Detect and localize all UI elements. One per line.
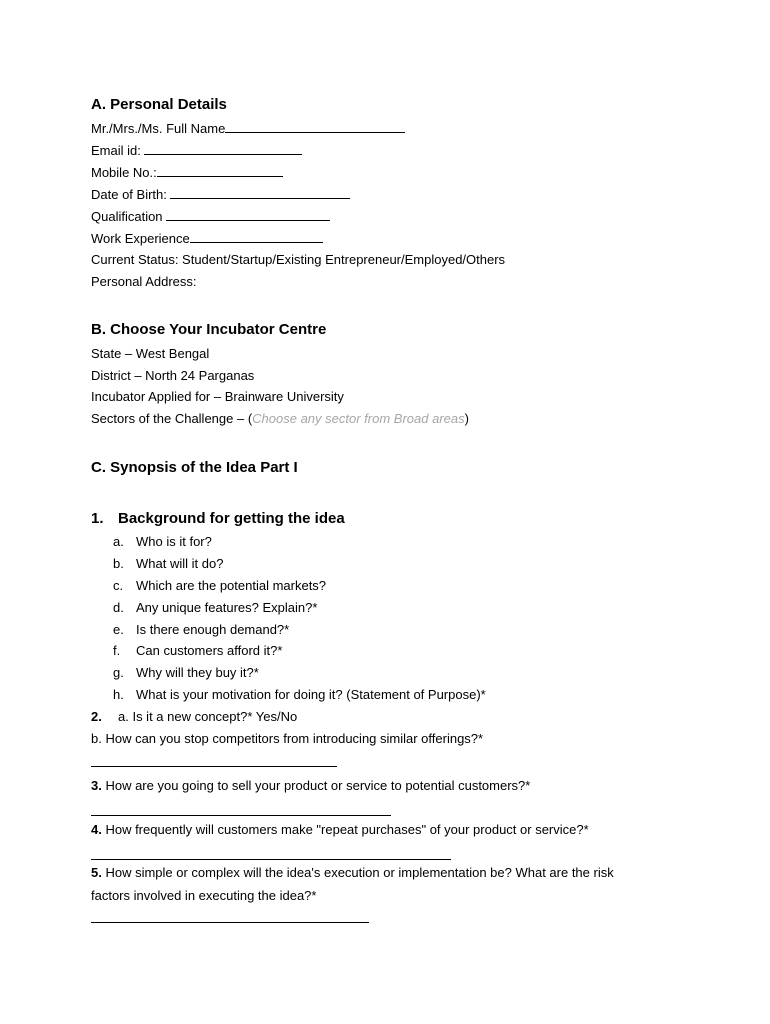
q1-item-text: Why will they buy it?* (136, 665, 259, 680)
personal-address-line: Personal Address: (91, 274, 197, 289)
q2a-text: a. Is it a new concept?* Yes/No (118, 709, 298, 724)
district-line: District – North 24 Parganas (91, 368, 255, 383)
q1-item (113, 534, 212, 550)
q4-line (91, 822, 589, 838)
dob-label: Date of Birth: (91, 187, 171, 202)
q1-item-text: What will it do? (136, 556, 224, 571)
q1-item-letter: g. (113, 665, 124, 680)
q5-line (91, 865, 614, 881)
q1-item (113, 556, 223, 572)
sectors-line (91, 411, 469, 427)
q5-text: How simple or complex will the idea's execution or implementation be? What are the risk (101, 865, 614, 880)
q2a-line (91, 709, 297, 725)
q1-heading (91, 510, 345, 528)
work-experience-row (91, 230, 323, 247)
mobile-label: Mobile No.: (91, 165, 157, 180)
work-experience-blank[interactable] (190, 230, 323, 243)
mobile-row (91, 164, 283, 181)
sectors-suffix: ) (464, 411, 469, 426)
q1-item-letter: d. (113, 600, 124, 615)
email-row (91, 142, 302, 159)
full-name-row (91, 120, 405, 137)
current-status-line: Current Status: Student/Startup/Existing Entrepreneur/Employed/Others (91, 252, 506, 267)
q5-answer-line[interactable] (91, 922, 369, 923)
dob-blank[interactable] (170, 186, 350, 199)
q1-item-letter: h. (113, 687, 124, 702)
section-b-heading: B. Choose Your Incubator Centre (91, 321, 327, 338)
q4-answer-line[interactable] (91, 859, 451, 860)
email-blank[interactable] (144, 142, 302, 155)
q4-number: 4. (91, 822, 102, 837)
q1-item-letter: f. (113, 643, 121, 658)
q2-number: 2. (91, 709, 102, 724)
q1-item-text: Any unique features? Explain?* (136, 600, 318, 615)
q1-item (113, 687, 486, 703)
q1-item-letter: c. (113, 578, 124, 593)
q1-item (113, 622, 289, 638)
mobile-blank[interactable] (157, 164, 283, 177)
q1-item (113, 578, 326, 594)
q1-item-text: Is there enough demand?* (136, 622, 290, 637)
q1-title: Background for getting the idea (118, 510, 345, 527)
q5-number: 5. (91, 865, 102, 880)
q3-answer-line[interactable] (91, 815, 391, 816)
q1-item-text: Can customers afford it?* (136, 643, 283, 658)
q1-item-text: Which are the potential markets? (136, 578, 327, 593)
qualification-blank[interactable] (166, 208, 330, 221)
qualification-label: Qualification (91, 209, 167, 224)
sectors-prefix: Sectors of the Challenge – ( (91, 411, 253, 426)
full-name-label: Mr./Mrs./Ms. Full Name (91, 121, 226, 136)
work-experience-label: Work Experience (91, 231, 190, 246)
q2-answer-line[interactable] (91, 766, 337, 767)
q1-item-letter: e. (113, 622, 124, 637)
q1-item-letter: b. (113, 556, 124, 571)
q1-item (113, 643, 282, 659)
full-name-blank[interactable] (225, 120, 405, 133)
q1-item (113, 600, 317, 616)
qualification-row (91, 208, 330, 225)
q4-text: How frequently will customers make "repeat purchases" of your product or service?* (101, 822, 589, 837)
q3-number: 3. (91, 778, 102, 793)
q1-number: 1. (91, 510, 104, 527)
q3-text: How are you going to sell your product or service to potential customers?* (101, 778, 531, 793)
incubator-line: Incubator Applied for – Brainware University (91, 389, 344, 404)
q5-line-continued: factors involved in executing the idea?* (91, 888, 317, 903)
dob-row (91, 186, 350, 203)
email-label: Email id: (91, 143, 145, 158)
q2b-line: b. How can you stop competitors from introducing similar offerings?* (91, 731, 484, 746)
sectors-hint[interactable]: Choose any sector from Broad areas (252, 411, 465, 426)
state-line: State – West Bengal (91, 346, 210, 361)
q1-item-text: Who is it for? (136, 534, 212, 549)
q1-item-letter: a. (113, 534, 124, 549)
q3-line (91, 778, 530, 794)
q1-item (113, 665, 259, 681)
section-c-heading: C. Synopsis of the Idea Part I (91, 459, 298, 476)
section-a-heading: A. Personal Details (91, 96, 227, 113)
q1-item-text: What is your motivation for doing it? (Statement of Purpose)* (136, 687, 486, 702)
